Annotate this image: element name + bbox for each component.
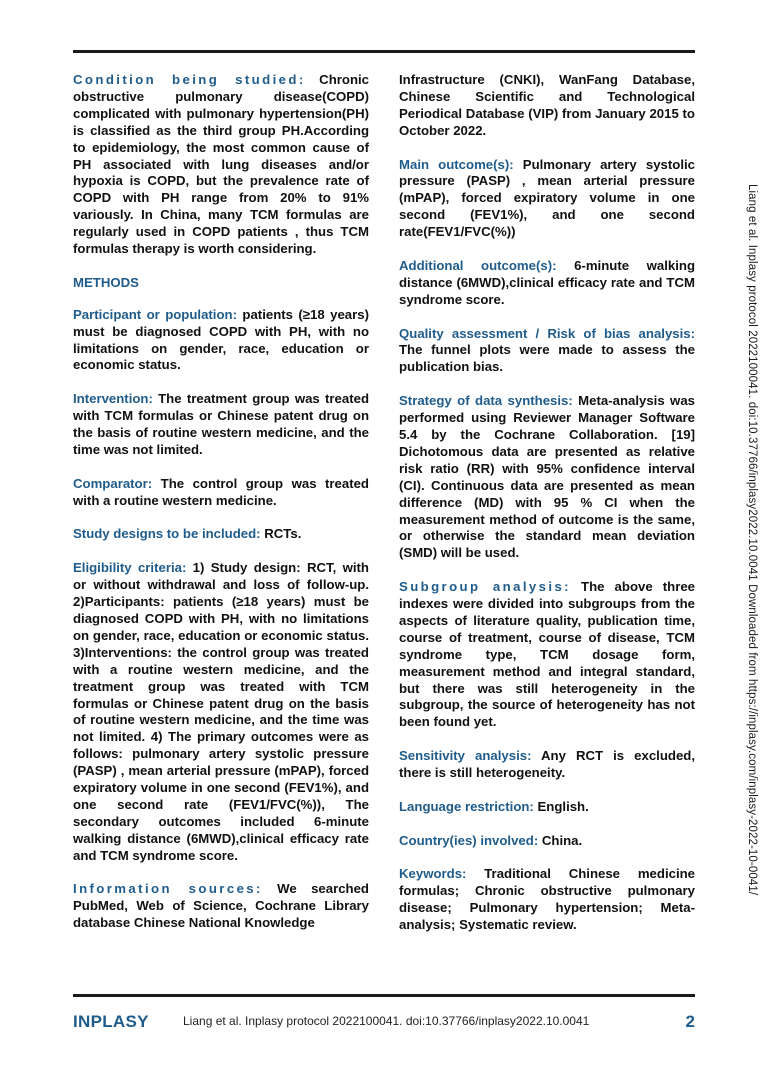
language-label: Language restriction: [399,798,534,814]
sensitivity-section [399,748,695,782]
condition-label: Condition being studied: [73,72,306,87]
keywords-label: Keywords: [399,866,467,882]
participant-text: patients (≥18 years) must be diagnosed COPD with PH, with no limitations on gender, race, education or economic status. [73,306,369,373]
subgroup-label: Subgroup analysis: [399,579,571,595]
study-designs-text: RCTs. [260,526,302,542]
subgroup-section [399,579,695,731]
condition-text: Chronic obstructive pulmonary disease(COPD) complicated with pulmonary hypertension(PH) is classified as the third group PH.According to epidemiology, the most common cause of PH associated with lung diseases and/or hypoxia is COPD, but the prevalence rate of COPD with PH range from 20% to 91% variously. In China, many TCM formulas are regularly used in COPD patients , thus TCM formulas therapy is worth considering. [73,72,369,257]
side-download-note [740,40,764,1040]
intervention-label: Intervention: [73,391,153,407]
information-sources-section [73,881,369,932]
intervention-text: The treatment group was treated with TCM formulas or Chinese patent drug on the basis of routine western medicine, and the time was not limited. [73,391,369,457]
quality-assessment-text: The funnel plots were made to assess the publication bias. [399,342,695,375]
eligibility-section [73,560,369,864]
left-column [73,72,369,949]
subgroup-text: The above three indexes were divided into subgroups from the aspects of literature quality, publication time, course of treatment, course of disease, TCM syndrome type, TCM dosage form, measurement method and integral standard, but there was still heterogeneity in the subgroup, the source of heterogeneity has not been found yet. [399,579,695,730]
main-outcomes-section [399,157,695,242]
footer-citation: Liang et al. Inplasy protocol 2022100041. doi:10.37766/inplasy2022.10.0041 [183,1014,590,1028]
methods-heading: METHODS [73,274,139,290]
inplasy-logo: INPLASY [73,1012,149,1031]
study-designs-label: Study designs to be included: [73,526,261,542]
strategy-label: Strategy of data synthesis: [399,393,573,409]
countries-text: China. [538,832,583,848]
quality-assessment-label: Quality assessment / Risk of bias analysis: [399,325,695,341]
right-column [399,72,695,951]
participant-section [73,307,369,375]
language-section [399,799,695,816]
comparator-text: The control group was treated with a routine western medicine. [73,475,369,508]
countries-section [399,833,695,850]
side-download-text: Liang et al. Inplasy protocol 2022100041. doi:10.37766/inplasy2022.10.0041 Downloaded from https://inplasy.com/inplasy-2022-10-0041/ [746,184,758,896]
eligibility-text: 1) Study design: RCT, with or without withdrawal and loss of follow-up. 2)Participants: patients (≥18 years) must be diagnosed COPD with PH, with no limitations on gender, race, education or economic status. 3)Interventions: the control group was treated with a routine western medicine, and the treatment group was treated with TCM formulas or Chinese patent drug on the basis of routine western medicine, and the time was not limited. 4) The primary outcomes were as follows: pulmonary artery systolic pressure (PASP) , mean arterial pressure (mPAP), forced expiratory volume in one second (FEV1%), and one second rate (FEV1/FVC(%)), The secondary outcomes included 6-minute walking distance (6MWD),clinical efficacy rate and TCM syndrome score. [73,560,369,863]
study-designs-section [73,526,369,543]
bottom-rule [73,994,695,997]
language-text: English. [533,798,589,814]
additional-outcomes-label: Additional outcome(s): [399,257,557,273]
main-outcomes-text: Pulmonary artery systolic pressure (PASP) , mean arterial pressure (mPAP), forced expiratory volume in one second (FEV1%), and one second rate(FEV1/FVC(%)) [399,156,695,240]
additional-outcomes-section [399,258,695,309]
comparator-label: Comparator: [73,475,153,491]
information-sources-text: We searched PubMed, Web of Science, Cochrane Library database Chinese National Knowledge [73,881,369,931]
comparator-section [73,476,369,510]
intervention-section [73,391,369,459]
condition-section [73,72,369,258]
information-sources-label: Information sources: [73,881,263,897]
eligibility-label: Eligibility criteria: [73,560,187,576]
strategy-text: Meta-analysis was performed using Reviewer Manager Software 5.4 by the Cochrane Collaboration. [19] Dichotomous data are presented as relative risk ratio (RR) with 95% confidence interval (CI). Continuous data are presented as mean difference (MD) with 95 % CI when the measurement method of outcome is the same, or otherwise the standard mean deviation (SMD) will be used. [399,393,695,561]
page-footer [73,1010,695,1036]
main-outcomes-label: Main outcome(s): [399,156,514,172]
page-number: 2 [685,1012,695,1031]
information-sources-continued: Infrastructure (CNKI), WanFang Database, Chinese Scientific and Technological Periodical Database (VIP) from January 2015 to October 2022. [399,72,695,138]
top-rule [73,50,695,53]
strategy-section [399,393,695,562]
keywords-text: Traditional Chinese medicine formulas; Chronic obstructive pulmonary disease; Pulmonary hypertension; Meta-analysis; Systematic review. [399,866,695,933]
additional-outcomes-text: 6-minute walking distance (6MWD),clinical efficacy rate and TCM syndrome score. [399,257,695,307]
sensitivity-label: Sensitivity analysis: [399,748,532,764]
keywords-section [399,866,695,934]
countries-label: Country(ies) involved: [399,832,539,848]
participant-label: Participant or population: [73,306,237,322]
quality-assessment-section [399,326,695,377]
sensitivity-text: Any RCT is excluded, there is still heterogeneity. [399,748,696,781]
